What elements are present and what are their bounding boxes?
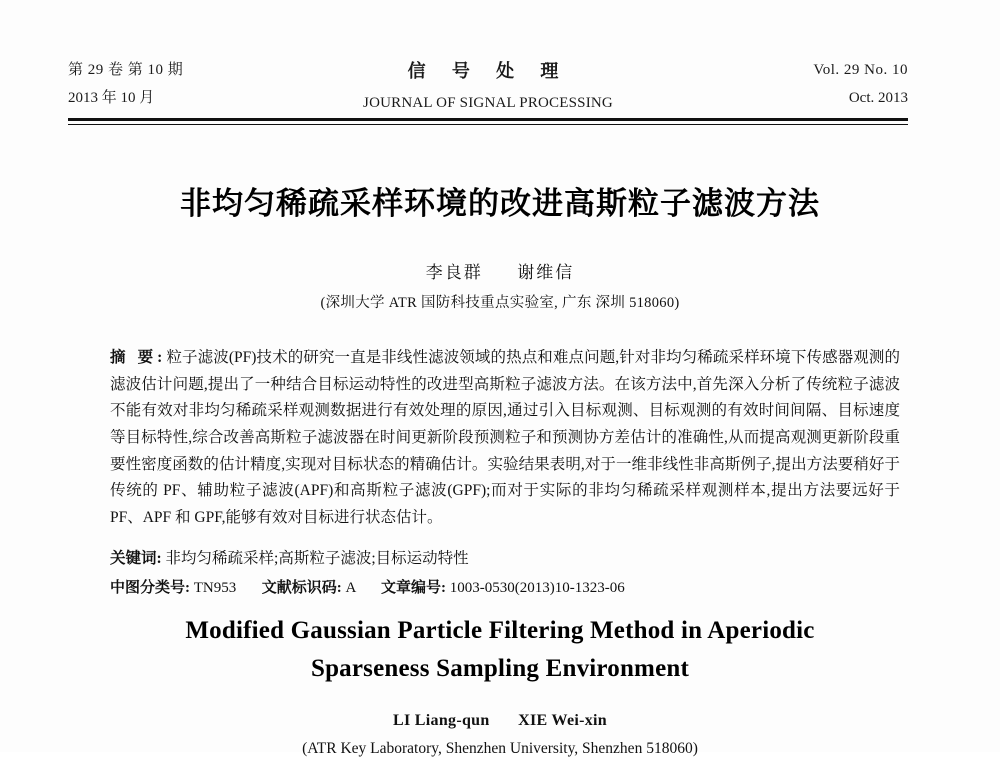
- author-cn-1: 李良群: [425, 263, 483, 282]
- issue-date-en: Oct. 2013: [848, 90, 908, 106]
- running-head: [68, 58, 908, 115]
- author-en-2: XIE Wei-xin: [518, 712, 607, 729]
- header-rule-thin: [68, 124, 908, 125]
- document-code-label: 文献标识码:: [261, 580, 342, 596]
- journal-title-en: JOURNAL OF SIGNAL PROCESSING: [363, 94, 613, 111]
- running-head-right: [698, 58, 908, 110]
- paper-title-en-line2: Sparseness Sampling Environment: [310, 654, 690, 682]
- author-en-1: LI Liang-qun: [393, 712, 490, 729]
- paper-title-en-line1: Modified Gaussian Particle Filtering Method in Aperiodic: [185, 617, 815, 644]
- document-code-value: A: [345, 580, 356, 596]
- affiliation-cn: (深圳大学 ATR 国防科技重点实验室, 广东 深圳 518060): [320, 295, 680, 311]
- paper-title-en: [0, 612, 1000, 687]
- abstract-label: 摘 要:: [110, 349, 167, 366]
- issue-date-cn: 2013 年 10 月: [68, 90, 155, 106]
- keywords-label: 关键词:: [110, 550, 162, 567]
- journal-title-cn: 信 号 处 理: [407, 61, 569, 82]
- keywords-cn: [110, 546, 900, 572]
- running-head-center: [278, 58, 698, 115]
- classification-info: [110, 576, 910, 602]
- abstract-cn: [110, 345, 900, 532]
- running-head-left: [68, 58, 278, 110]
- header-rule-thick: [68, 118, 908, 121]
- affiliation-en: (ATR Key Laboratory, Shenzhen University, Shenzhen 518060): [302, 740, 698, 757]
- authors-cn: [0, 258, 1000, 283]
- keywords-text: 非均匀稀疏采样;高斯粒子滤波;目标运动特性: [165, 550, 469, 567]
- authors-en: [0, 712, 1000, 730]
- clc-value: TN953: [193, 580, 237, 596]
- author-cn-2: 谢维信: [517, 263, 575, 282]
- abstract-text: 粒子滤波(PF)技术的研究一直是非线性滤波领域的热点和难点问题,针对非均匀稀疏采样环境下传感器观测的滤波估计问题,提出了一种结合目标运动特性的改进型高斯粒子滤波方法。在该方法中,首先深入分析了传统粒子滤波不能有效对非均匀稀疏采样观测数据进行有效处理的原因,通过引入目标观测、目标观测的有效时间间隔、目标速度等目标特性,综合改善高斯粒子滤波器在时间更新阶段预测粒子和预测协方差估计的准确性,从而提高观测更新阶段重要性密度函数的估计精度,实现对目标状态的精确估计。实验结果表明,对于一维非线性非高斯例子,提出方法要稍好于传统的 PF、辅助粒子滤波(APF)和高斯粒子滤波(GPF);而对于实际的非均匀稀疏采样观测样本,提出方法要远好于 PF、APF 和 GPF,能够有效对目标进行状态估计。: [110, 349, 900, 526]
- volume-issue-en: Vol. 29 No. 10: [813, 62, 908, 78]
- article-id-label: 文章编号:: [381, 580, 447, 596]
- volume-issue-cn: 第 29 卷 第 10 期: [68, 62, 184, 78]
- paper-title-cn: 非均匀稀疏采样环境的改进高斯粒子滤波方法: [180, 186, 820, 222]
- clc-label: 中图分类号:: [110, 580, 190, 596]
- article-id-value: 1003-0530(2013)10-1323-06: [449, 580, 625, 596]
